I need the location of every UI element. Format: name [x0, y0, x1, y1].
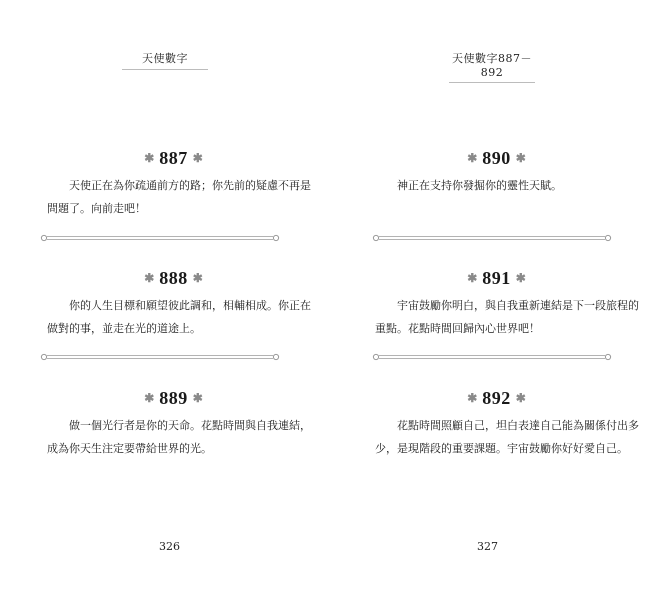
star-icon: ✱ — [192, 151, 203, 165]
star-icon: ✱ — [515, 271, 526, 285]
ornamental-divider — [40, 352, 280, 362]
text-line: 做一個光行者是你的天命。花點時間與自我連結， — [69, 419, 311, 432]
text-line: 成為你天生注定要帶給世界的光。 — [47, 442, 212, 455]
angel-number: 890 — [482, 148, 511, 168]
entry-number-heading — [333, 148, 655, 169]
text-line: 天使正在為你疏通前方的路；你先前的疑慮不再是 — [69, 179, 311, 192]
star-icon: ✱ — [515, 391, 526, 405]
entry-number-heading — [333, 268, 655, 289]
star-icon: ✱ — [144, 391, 155, 405]
text-line: 花點時間照顧自己，坦白表達自己能為關係付出多 — [397, 419, 639, 432]
star-icon: ✱ — [192, 391, 203, 405]
entry-text — [375, 294, 639, 340]
text-line: 做對的事，並走在光的道途上。 — [47, 322, 201, 335]
star-icon: ✱ — [144, 151, 155, 165]
entry-number-heading — [10, 268, 337, 289]
star-icon: ✱ — [144, 271, 155, 285]
page-number: 327 — [477, 540, 498, 553]
ornamental-divider — [372, 233, 612, 243]
running-header — [122, 50, 208, 70]
angel-number: 887 — [159, 148, 188, 168]
running-header — [449, 50, 535, 83]
star-icon: ✱ — [515, 151, 526, 165]
running-header-text: 天使數字887－892 — [452, 52, 532, 79]
header-rule — [449, 82, 535, 83]
running-header-text: 天使數字 — [142, 52, 188, 65]
ornamental-divider — [40, 233, 280, 243]
header-rule — [122, 69, 208, 70]
angel-number: 889 — [159, 388, 188, 408]
entry-text — [375, 174, 620, 197]
text-line: 重點。花點時間回歸內心世界吧！ — [375, 322, 540, 335]
star-icon: ✱ — [467, 151, 478, 165]
star-icon: ✱ — [192, 271, 203, 285]
left-page — [0, 0, 327, 609]
text-line: 你的人生目標和願望彼此調和，相輔相成。你正在 — [69, 299, 311, 312]
page-number: 326 — [159, 540, 180, 553]
angel-number: 891 — [482, 268, 511, 288]
entry-number-heading — [333, 388, 655, 409]
text-line: 神正在支持你發掘你的靈性天賦。 — [397, 179, 562, 192]
star-icon: ✱ — [467, 271, 478, 285]
angel-number: 888 — [159, 268, 188, 288]
entry-number-heading — [10, 388, 337, 409]
entry-text — [47, 294, 311, 340]
entry-number-heading — [10, 148, 337, 169]
right-page — [328, 0, 655, 609]
text-line: 宇宙鼓勵你明白，與自我重新連結是下一段旅程的 — [397, 299, 639, 312]
text-line: 問題了。向前走吧！ — [47, 202, 146, 215]
entry-text — [375, 414, 639, 460]
entry-text — [47, 174, 311, 220]
ornamental-divider — [372, 352, 612, 362]
star-icon: ✱ — [467, 391, 478, 405]
entry-text — [47, 414, 311, 460]
text-line: 少，是現階段的重要課題。宇宙鼓勵你好好愛自己。 — [375, 442, 628, 455]
angel-number: 892 — [482, 388, 511, 408]
